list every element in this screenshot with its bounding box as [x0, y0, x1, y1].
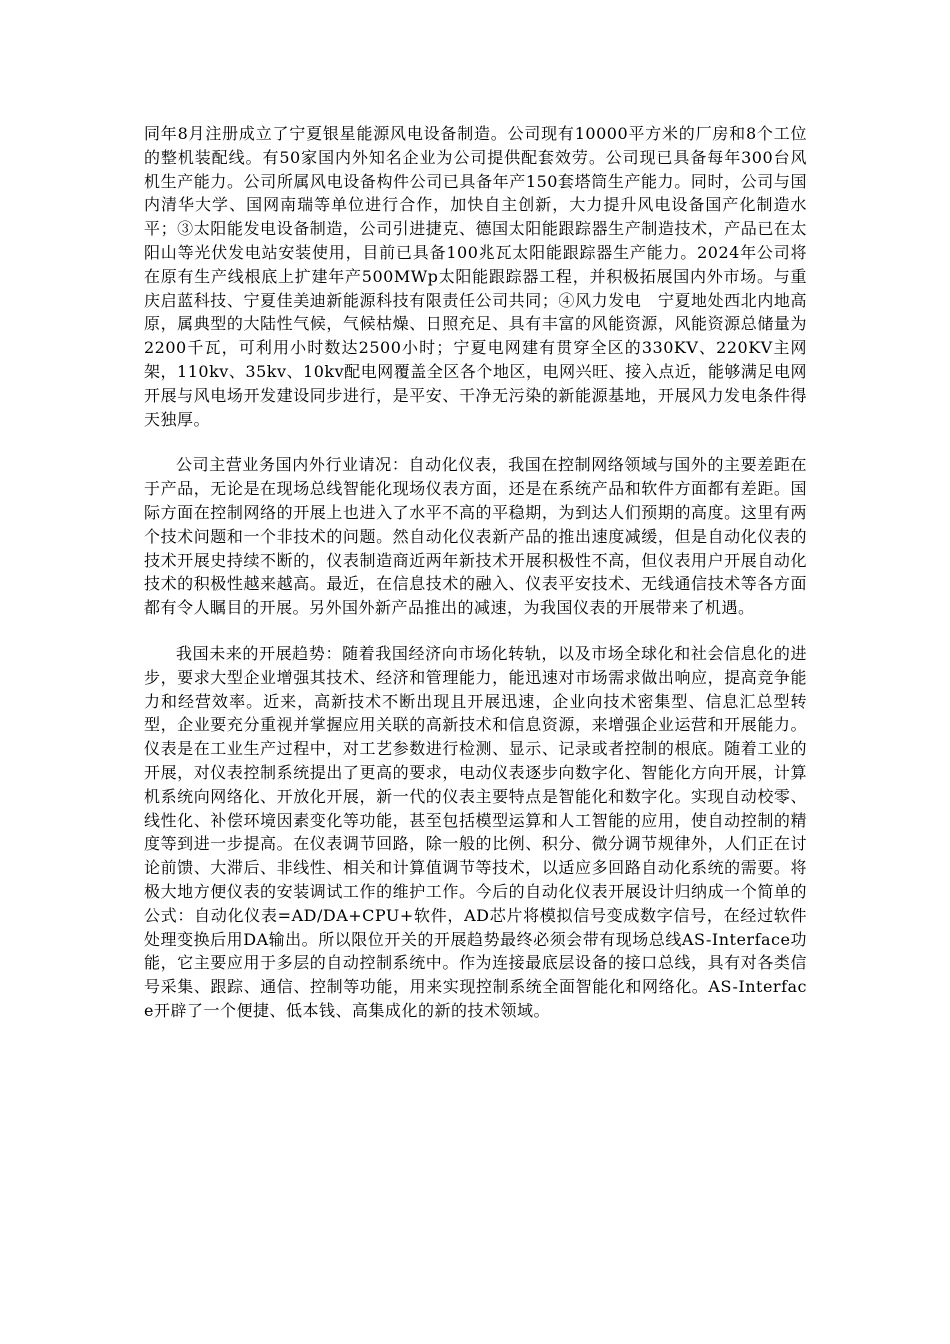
paragraph-future-trends: 我国未来的开展趋势：随着我国经济向市场化转轨，以及市场全球化和社会信息化的进步，要求大型企业增强其技术、经济和管理能力，能迅速对市场需求做出响应，提高竞争能力和经营效率。近来，高新技术不断出现且开展迅速，企业向技术密集型、信息汇总型转型，企业要充分重视并掌握应用关联的高新技术和信息资源，来增强企业运营和开展能力。仪表是在工业生产过程中，对工艺参数进行检测、显示、记录或者控制的根底。随着工业的开展，对仪表控制系统提出了更高的要求，电动仪表逐步向数字化、智能化方向开展，计算机系统向网络化、开放化开展，新一代的仪表主要特点是智能化和数字化。实现自动校零、线性化、补偿环境因素变化等功能，甚至包括模型运算和人工智能的应用，使自动控制的精度等到进一步提高。在仪表调节回路，除一般的比例、积分、微分调节规律外，人们正在讨论前馈、大滞后、非线性、相关和计算值调节等技术，以适应多回路自动化系统的需要。将极大地方便仪表的安装调试工作的维护工作。今后的自动化仪表开展设计归纳成一个简单的公式：自动化仪表=AD/DA+CPU+软件，AD芯片将模拟信号变成数字信号，在经过软件处理变换后用DA输出。所以限位开关的开展趋势最终必须会带有现场总线AS-Interface功能，它主要应用于多层的自动控制系统中。作为连接最底层设备的接口总线，具有对各类信号采集、跟踪、通信、控制等功能，用来实现控制系统全面智能化和网络化。AS-Interface开辟了一个便捷、低本钱、高集成化的新的技术领域。 — [144, 643, 807, 1020]
document-page — [144, 122, 807, 1045]
paragraph-wind-solar-manufacturing: 同年8月注册成立了宁夏银星能源风电设备制造。公司现有10000平方米的厂房和8个工位的整机装配线。有50家国内外知名企业为公司提供配套效劳。公司现已具备每年300台风机生产能力。公司所属风电设备构件公司已具备年产150套塔筒生产能力。同时，公司与国内清华大学、国网南瑞等单位进行合作，加快自主创新，大力提升风电设备国产化制造水平；③太阳能发电设备制造，公司引进捷克、德国太阳能跟踪器生产制造技术，产品已在太阳山等光伏发电站安装使用，目前已具备100兆瓦太阳能跟踪器生产能力。2024年公司将在原有生产线根底上扩建年产500MWp太阳能跟踪器工程，并积极拓展国内外市场。与重庆启蓝科技、宁夏佳美迪新能源科技有限责任公司共同；④风力发电 宁夏地处西北内地高原，属典型的大陆性气候，气候枯燥、日照充足、具有丰富的风能资源，风能资源总储量为2200千瓦，可利用小时数达2500小时；宁夏电网建有贯穿全区的330KV、220KV主网架，110kv、35kv、10kv配电网覆盖全区各个地区，电网兴旺、接入点近，能够满足电网开展与风电场开发建设同步进行，是平安、干净无污染的新能源基地，开展风力发电条件得天独厚。 — [144, 124, 807, 429]
paragraph-industry-status: 公司主营业务国内外行业请况：自动化仪表，我国在控制网络领域与国外的主要差距在于产品，无论是在现场总线智能化现场仪表方面，还是在系统产品和软件方面都有差距。国际方面在控制网络的开展上也进入了水平不高的平稳期，为到达人们预期的高度。这里有两个技术问题和一个非技术的问题。然自动化仪表新产品的推出速度减缓，但是自动化仪表的技术开展史持续不断的，仪表制造商近两年新技术开展积极性不高，但仪表用户开展自动化技术的积极性越来越高。最近，在信息技术的融入、仪表平安技术、无线通信技术等各方面都有令人瞩目的开展。另外国外新产品推出的减速，为我国仪表的开展带来了机遇。 — [144, 455, 807, 618]
